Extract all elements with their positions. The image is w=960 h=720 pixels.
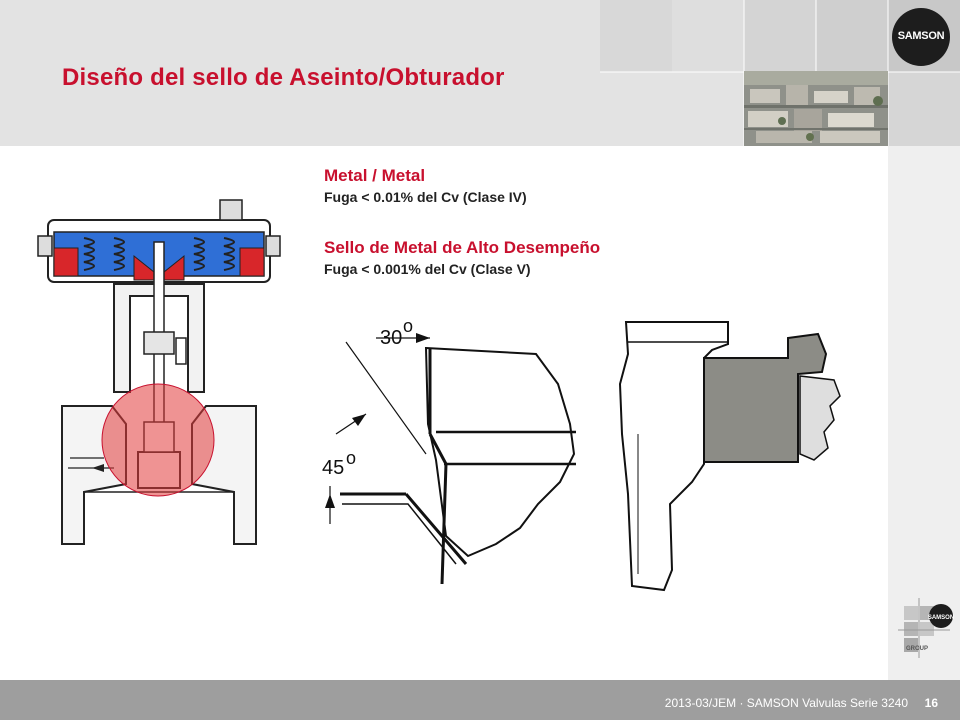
spec-detail: Fuga < 0.01% del Cv (Clase IV) — [324, 189, 527, 205]
spec-heading: Sello de Metal de Alto Desempeño — [324, 238, 601, 257]
degree-mark: o — [346, 448, 357, 468]
spec-detail: Fuga < 0.001% del Cv (Clase V) — [324, 261, 531, 277]
slide-title: Diseño del sello de Aseinto/Obturador — [62, 64, 505, 91]
seal-ring-detail-drawing — [608, 314, 848, 594]
samson-logo — [892, 8, 950, 66]
spec-heading: Metal / Metal — [324, 166, 426, 185]
samson-logo-wordmark: SAMSON — [897, 30, 945, 42]
valve-cutaway-illustration — [34, 192, 284, 552]
group-logo-wordmark: SAMSON — [927, 615, 954, 621]
samson-group-logo — [896, 596, 954, 660]
page-number: 16 — [924, 696, 938, 710]
spec-metal-metal — [324, 166, 527, 205]
footer-text: 2013-03/JEM · SAMSON Valvulas Serie 3240 — [664, 696, 908, 710]
slide-footer — [0, 680, 960, 720]
angle-45-label: 45 — [322, 457, 345, 479]
seat-angle-detail-drawing — [306, 314, 590, 596]
angle-30-label: 30 — [380, 327, 403, 349]
factory-aerial-photo — [744, 71, 888, 146]
group-logo-label: GROUP — [906, 646, 929, 652]
spec-high-performance-seal — [324, 238, 600, 277]
degree-mark: o — [403, 316, 414, 336]
